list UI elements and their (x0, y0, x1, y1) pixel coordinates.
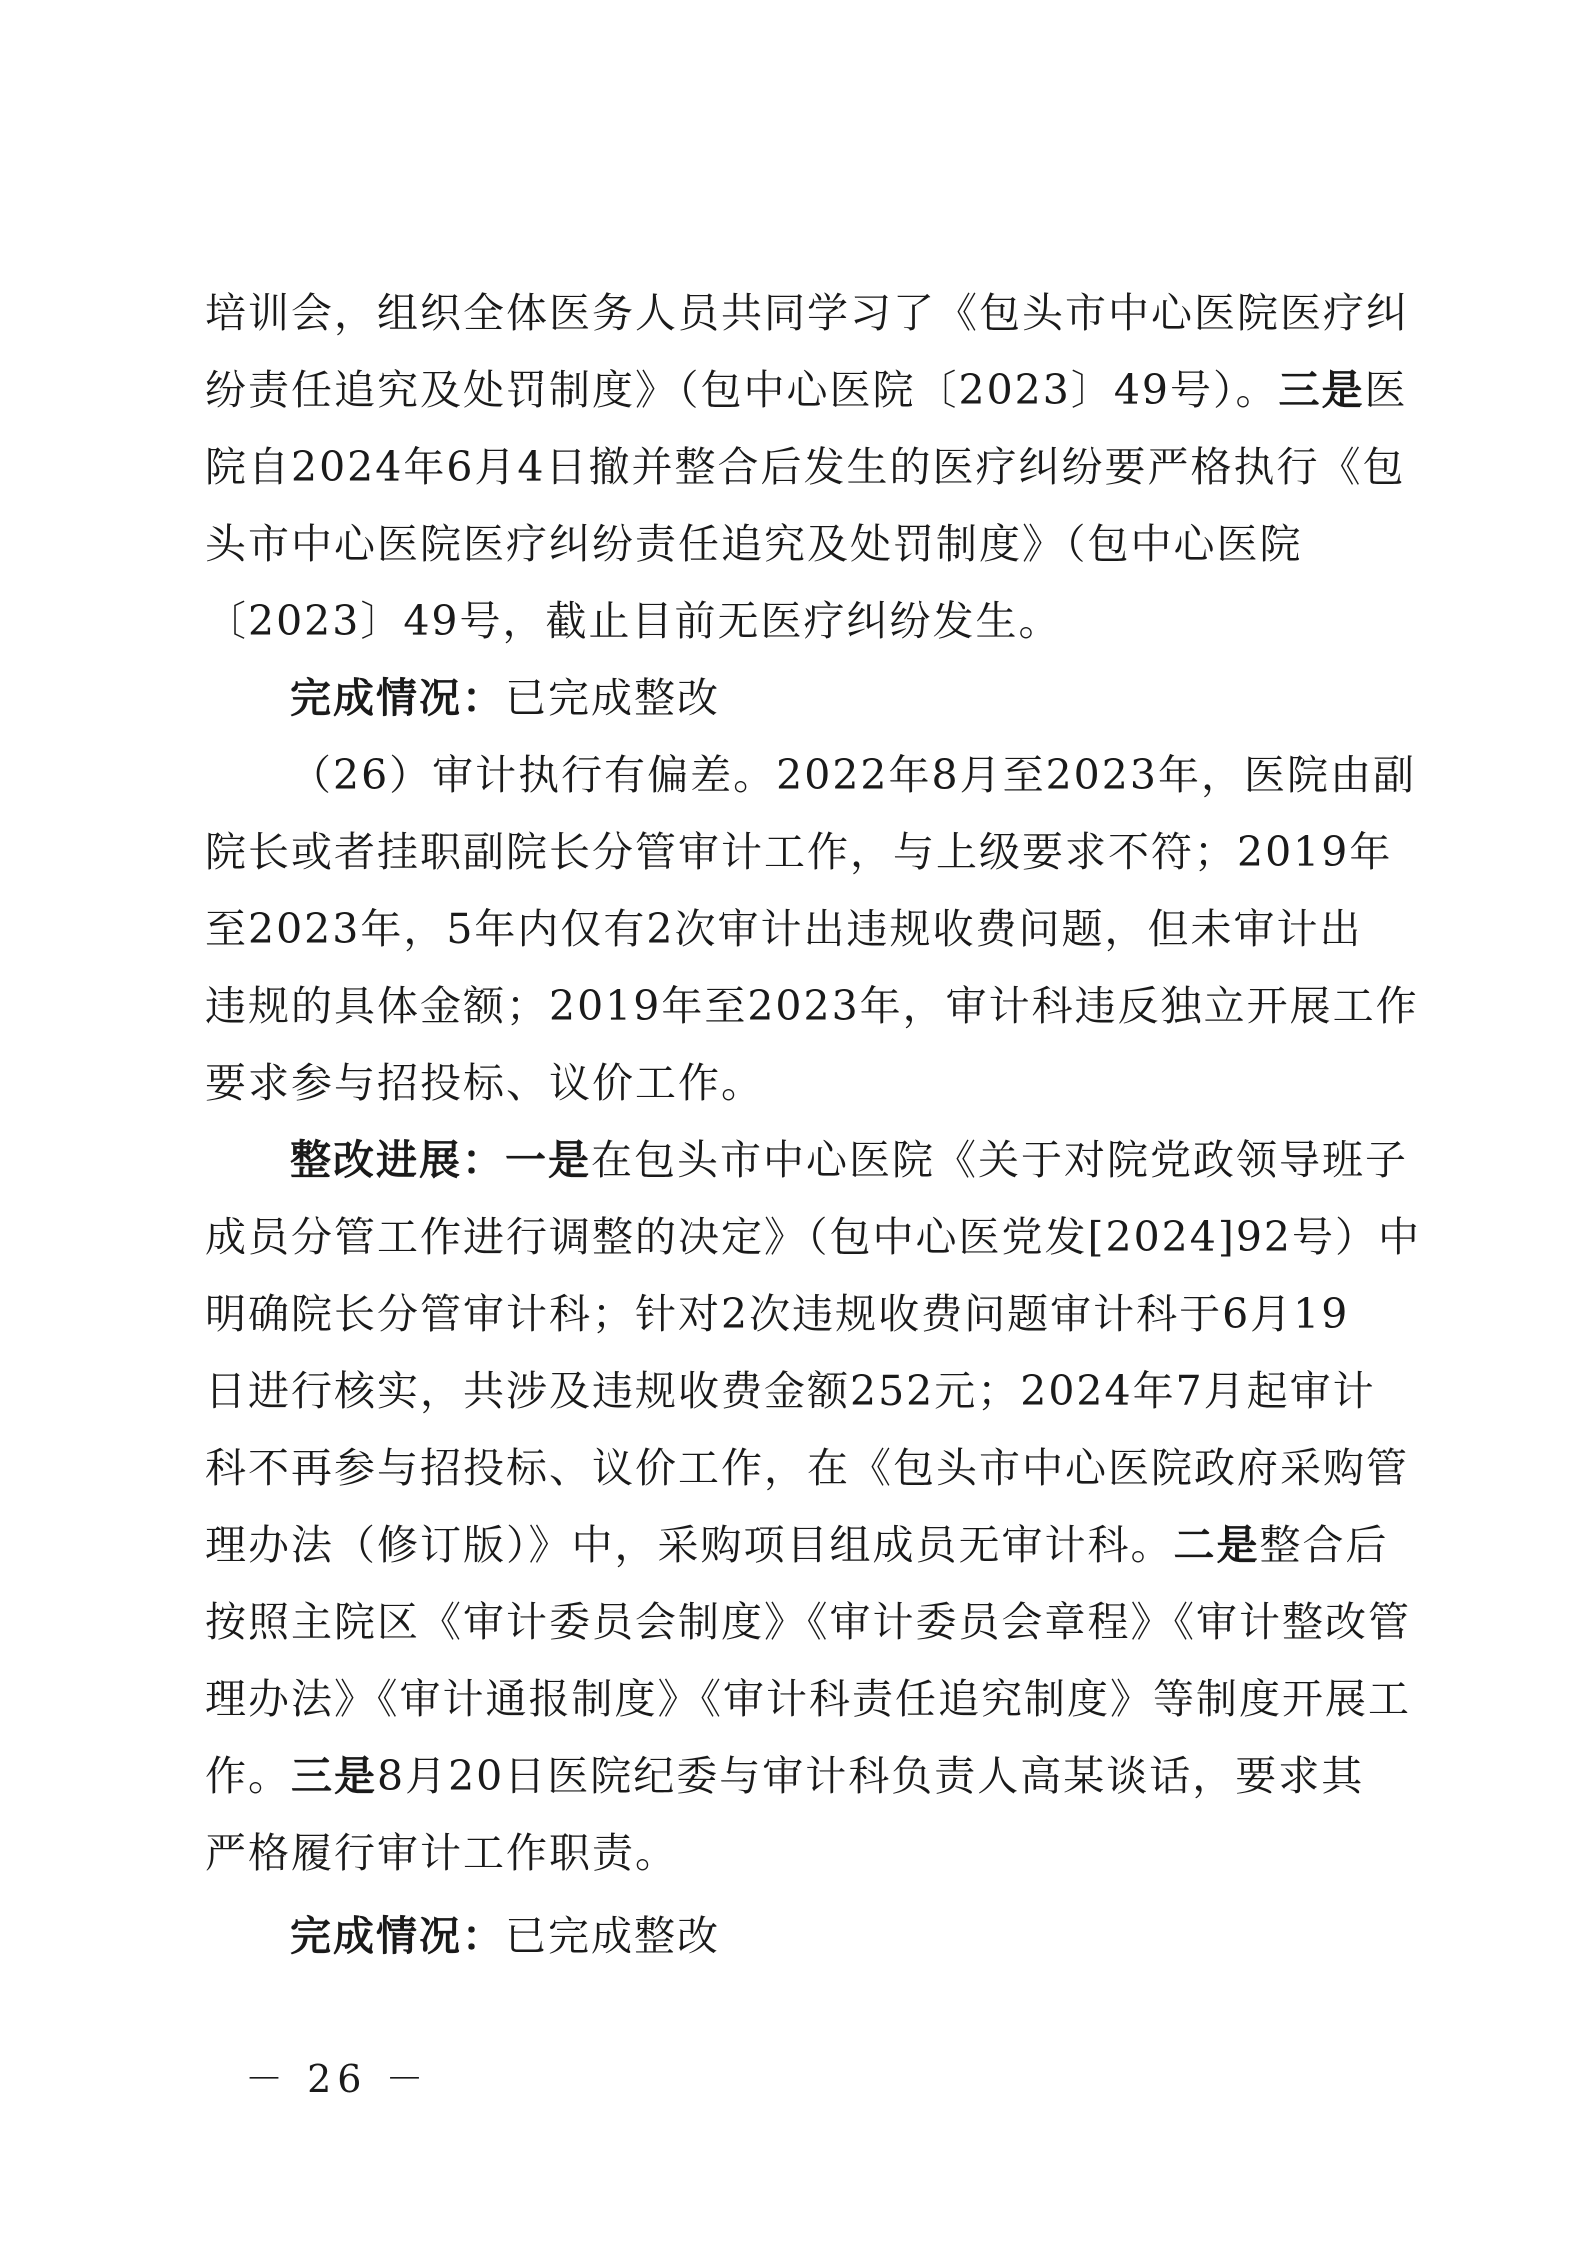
issue-26-line-3: 至2023年，5年内仅有2次审计出违规收费问题，但未审计出 (205, 905, 1363, 953)
text-run: 8月20日医院纪委与审计科负责人高某谈话，要求其 (377, 1752, 1365, 1800)
text-run: 医 (1364, 366, 1408, 414)
issue-26-line-2: 院长或者挂职副院长分管审计工作，与上级要求不符；2019年 (205, 828, 1393, 876)
bold-marker: 一是 (505, 1136, 591, 1184)
progress-line-8: 理办法》《审计通报制度》《审计科责任追究制度》等制度开展工 (205, 1675, 1411, 1723)
completion-value: 已完成整改 (505, 1912, 720, 1960)
page-number: － 26 － (245, 2057, 430, 2101)
text-run: 在包头市中心医院《关于对院党政领导班子 (591, 1136, 1408, 1184)
completion-value: 已完成整改 (505, 674, 720, 722)
paragraph-1-line-1: 培训会，组织全体医务人员共同学习了《包头市中心医院医疗纠 (205, 289, 1409, 337)
progress-line-7: 按照主院区《审计委员会制度》《审计委员会章程》《审计整改管 (205, 1598, 1411, 1646)
bold-marker: 二是 (1173, 1521, 1260, 1569)
text-run: 作。 (205, 1752, 291, 1800)
completion-status-2 (290, 1906, 1480, 1966)
text-run: 理办法（修订版）》中，采购项目组成员无审计科。 (205, 1521, 1174, 1569)
progress-line-4: 日进行核实，共涉及违规收费金额252元；2024年7月起审计 (205, 1367, 1376, 1415)
issue-26-line-4: 违规的具体金额；2019年至2023年，审计科违反独立开展工作 (205, 982, 1419, 1030)
progress-line-3: 明确院长分管审计科；针对2次违规收费问题审计科于6月19 (205, 1290, 1350, 1338)
progress-line-1 (290, 1130, 1408, 1190)
paragraph-1-line-4: 头市中心医院医疗纠纷责任追究及处罚制度》（包中心医院 (205, 520, 1303, 568)
bold-marker: 三是 (291, 1752, 377, 1800)
paragraph-1-line-3: 院自2024年6月4日撤并整合后发生的医疗纠纷要严格执行《包 (205, 443, 1406, 491)
completion-label: 完成情况： (290, 1912, 505, 1960)
progress-line-9 (205, 1746, 1395, 1806)
paragraph-1-line-5: 〔2023〕49号，截止目前无医疗纠纷发生。 (205, 597, 1062, 645)
bold-marker: 三是 (1278, 366, 1365, 414)
completion-status-1 (290, 668, 1480, 728)
paragraph-1-line-2 (205, 360, 1408, 420)
text-run: 纷责任追究及处罚制度》（包中心医院〔2023〕49号）。 (205, 366, 1279, 414)
issue-26-line-5: 要求参与招投标、议价工作。 (205, 1059, 764, 1107)
progress-line-6 (205, 1515, 1395, 1575)
progress-line-5: 科不再参与招投标、议价工作，在《包头市中心医院政府采购管 (205, 1444, 1409, 1492)
issue-26-line-1: （26）审计执行有偏差。2022年8月至2023年，医院由副 (290, 751, 1416, 799)
progress-line-10: 严格履行审计工作职责。 (205, 1829, 678, 1877)
text-run: 整合后 (1259, 1521, 1389, 1569)
completion-label: 完成情况： (290, 674, 505, 722)
progress-label: 整改进展： (290, 1136, 505, 1184)
progress-line-2: 成员分管工作进行调整的决定》（包中心医党发[2024]92号）中 (205, 1213, 1422, 1261)
